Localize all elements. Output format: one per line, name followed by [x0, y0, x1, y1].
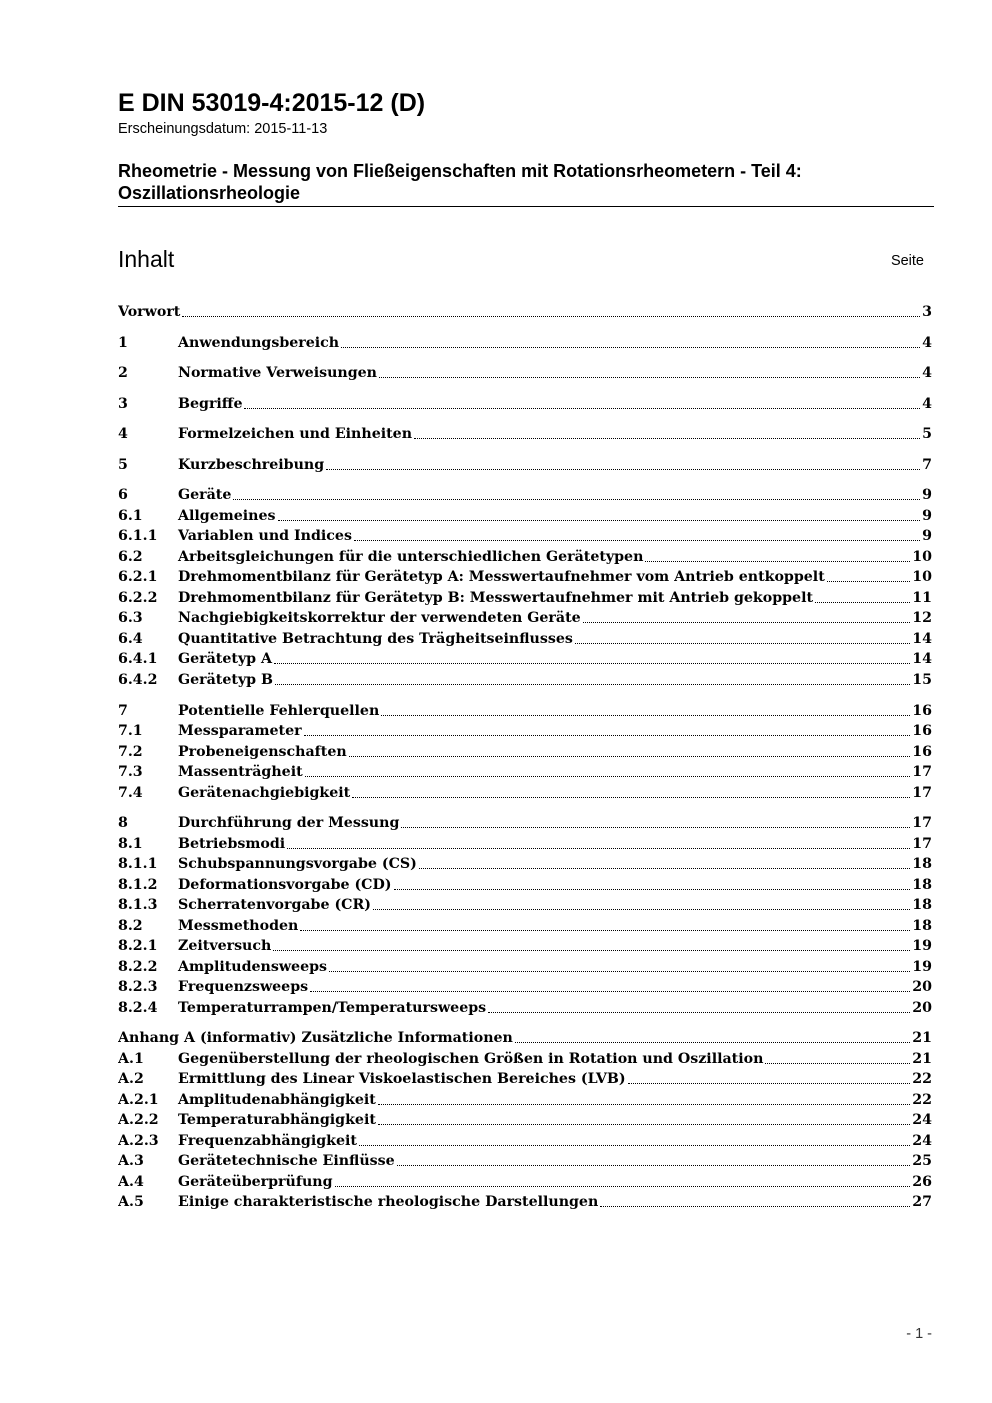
toc-entry-title: Zeitversuch	[178, 938, 272, 954]
toc-entry[interactable]	[118, 547, 932, 567]
toc-entry[interactable]	[118, 485, 932, 505]
toc-entry-number: A.4	[118, 1174, 144, 1190]
toc-entry-body	[178, 547, 932, 567]
toc-leader-dots	[244, 408, 920, 409]
toc-entry-title: Begriffe	[178, 396, 243, 412]
toc-entry-page: 10	[912, 549, 932, 565]
toc-entry[interactable]	[118, 1172, 932, 1192]
toc-leader-dots	[278, 520, 921, 521]
toc-entry-page: 9	[922, 528, 932, 544]
toc-entry-number: 6.4.1	[118, 651, 158, 667]
toc-entry-number: A.5	[118, 1194, 144, 1210]
toc-entry-page: 25	[912, 1153, 932, 1169]
toc-leader-dots	[488, 1012, 910, 1013]
toc-entry[interactable]	[118, 588, 932, 608]
toc-entry-body	[178, 813, 932, 833]
toc-entry-title: Quantitative Betrachtung des Trägheitseinflusses	[178, 631, 573, 647]
toc-leader-dots	[583, 622, 911, 623]
toc-entry-body	[178, 895, 932, 915]
toc-entry-page: 17	[912, 785, 932, 801]
toc-entry-title: Einige charakteristische rheologische Darstellungen	[178, 1194, 599, 1210]
toc-leader-dots	[273, 950, 910, 951]
toc-entry-number: 6.2.1	[118, 569, 158, 585]
toc-entry-body	[178, 834, 932, 854]
toc-entry[interactable]	[118, 998, 932, 1018]
toc-entry-body	[178, 608, 932, 628]
toc-entry[interactable]	[118, 936, 932, 956]
toc-entry-body	[178, 742, 932, 762]
toc-entry-page: 22	[912, 1071, 932, 1087]
toc-entry-body	[178, 567, 932, 587]
toc-entry-number: 8.1.1	[118, 856, 158, 872]
toc-entry-page: 18	[912, 897, 932, 913]
toc-entry-title: Deformationsvorgabe (CD)	[178, 877, 392, 893]
toc-entry-body	[178, 424, 932, 444]
toc-entry[interactable]	[118, 506, 932, 526]
toc-leader-dots	[765, 1063, 910, 1064]
toc-entry-page: 12	[912, 610, 932, 626]
toc-entry[interactable]	[118, 1192, 932, 1212]
toc-entry[interactable]	[118, 363, 932, 383]
toc-entry-body	[178, 875, 932, 895]
toc-leader-dots	[310, 991, 910, 992]
toc-entry[interactable]	[118, 1049, 932, 1069]
toc-entry-body	[178, 455, 932, 475]
toc-entry[interactable]	[118, 834, 932, 854]
toc-entry-body	[178, 977, 932, 997]
toc-entry-body	[178, 762, 932, 782]
toc-entry-number: A.1	[118, 1051, 144, 1067]
toc-entry-number: A.3	[118, 1153, 144, 1169]
toc-entry-body	[178, 1151, 932, 1171]
toc-entry[interactable]	[118, 1110, 932, 1130]
toc-entry-page: 9	[922, 508, 932, 524]
toc-entry-body	[118, 1028, 932, 1048]
toc-leader-dots	[274, 663, 910, 664]
toc-entry-page: 18	[912, 877, 932, 893]
page-number: - 1 -	[906, 1326, 932, 1342]
toc-leader-dots	[827, 581, 911, 582]
toc-entry-body	[178, 1049, 932, 1069]
toc-entry-title: Messparameter	[178, 723, 302, 739]
toc-entry-body	[178, 1131, 932, 1151]
toc-entry-number: 7.1	[118, 723, 143, 739]
toc-entry[interactable]	[118, 424, 932, 444]
toc-entry-title: Temperaturabhängigkeit	[178, 1112, 376, 1128]
toc-entry[interactable]	[118, 721, 932, 741]
toc-entry-title: Schubspannungsvorgabe (CS)	[178, 856, 417, 872]
toc-entry-page: 21	[912, 1030, 932, 1046]
toc-entry[interactable]	[118, 762, 932, 782]
toc-entry-body	[178, 998, 932, 1018]
toc-entry-page: 24	[912, 1133, 932, 1149]
toc-entry-number: 6.3	[118, 610, 143, 626]
toc-entry-title: Massenträgheit	[178, 764, 303, 780]
document-id: E DIN 53019-4:2015-12 (D)	[118, 89, 426, 117]
toc-entry[interactable]	[118, 333, 932, 353]
toc-entry-title: Frequenzabhängigkeit	[178, 1133, 357, 1149]
toc-entry[interactable]	[118, 1069, 932, 1089]
toc-entry-number: 8	[118, 815, 128, 831]
toc-leader-dots	[378, 1124, 910, 1125]
toc-entry[interactable]	[118, 629, 932, 649]
toc-entry-page: 22	[912, 1092, 932, 1108]
toc-entry[interactable]	[118, 701, 932, 721]
toc-entry-title: Drehmomentbilanz für Gerätetyp A: Messwertaufnehmer vom Antrieb entkoppelt	[178, 569, 825, 585]
toc-entry[interactable]	[118, 916, 932, 936]
toc-entry-page: 3	[922, 304, 932, 320]
toc-leader-dots	[401, 827, 910, 828]
toc-entry-body	[178, 649, 932, 669]
toc-entry-title: Ermittlung des Linear Viskoelastischen Bereiches (LVB)	[178, 1071, 626, 1087]
toc-entry-body	[178, 854, 932, 874]
toc-entry-title: Normative Verweisungen	[178, 365, 377, 381]
toc-leader-dots	[575, 643, 910, 644]
toc-entry[interactable]	[118, 1131, 932, 1151]
toc-entry-page: 5	[922, 426, 932, 442]
toc-entry-page: 16	[912, 703, 932, 719]
toc-entry-title: Vorwort	[118, 304, 181, 320]
toc-entry-title: Scherratenvorgabe (CR)	[178, 897, 371, 913]
toc-entry-title: Messmethoden	[178, 918, 299, 934]
toc-entry-title: Kurzbeschreibung	[178, 457, 325, 473]
toc-entry[interactable]	[118, 977, 932, 997]
toc-leader-dots	[182, 316, 920, 317]
toc-leader-dots	[326, 469, 920, 470]
toc-entry-page: 10	[912, 569, 932, 585]
toc-entry-body	[178, 721, 932, 741]
title-line-2: Oszillationsrheologie	[118, 183, 301, 203]
toc-entry-title: Gerätetyp B	[178, 672, 274, 688]
toc-entry-page: 21	[912, 1051, 932, 1067]
toc-leader-dots	[341, 347, 920, 348]
toc-entry-number: 8.1.3	[118, 897, 158, 913]
toc-entry-number: 6.2	[118, 549, 143, 565]
toc-leader-dots	[414, 438, 920, 439]
toc-entry-body	[178, 916, 932, 936]
toc-entry[interactable]	[118, 813, 932, 833]
toc-leader-dots	[397, 1165, 911, 1166]
toc-entry[interactable]	[118, 394, 932, 414]
toc-entry-page: 17	[912, 836, 932, 852]
toc-entry-page: 14	[912, 631, 932, 647]
toc-entry-title: Betriebsmodi	[178, 836, 286, 852]
toc-entry[interactable]	[118, 895, 932, 915]
toc-entry-body	[178, 526, 932, 546]
toc-entry-page: 4	[922, 396, 932, 412]
toc-entry-number: 8.1.2	[118, 877, 158, 893]
toc-entry-number: 5	[118, 457, 128, 473]
toc-heading: Inhalt	[118, 246, 175, 272]
toc-entry-number: 8.2.3	[118, 979, 158, 995]
toc-entry-body	[178, 394, 932, 414]
toc-leader-dots	[600, 1206, 910, 1207]
toc-entry-number: 6	[118, 487, 128, 503]
toc-entry-body	[178, 485, 932, 505]
toc-entry-title: Drehmomentbilanz für Gerätetyp B: Messwertaufnehmer mit Antrieb gekoppelt	[178, 590, 814, 606]
toc-entry[interactable]	[118, 526, 932, 546]
toc-entry-title: Geräte	[178, 487, 232, 503]
toc-entry[interactable]	[118, 608, 932, 628]
toc-leader-dots	[378, 1104, 910, 1105]
toc-entry-title: Anhang A (informativ) Zusätzliche Informationen	[118, 1030, 513, 1046]
toc-entry-title: Frequenzsweeps	[178, 979, 309, 995]
toc-entry-number: 1	[118, 335, 128, 351]
toc-leader-dots	[373, 909, 910, 910]
toc-entry-page: 4	[922, 365, 932, 381]
toc-entry-title: Formelzeichen und Einheiten	[178, 426, 413, 442]
toc-leader-dots	[275, 684, 910, 685]
document-title	[118, 160, 933, 204]
toc-entry-page: 19	[912, 959, 932, 975]
toc-entry-body	[178, 701, 932, 721]
toc-entry-page: 17	[912, 764, 932, 780]
toc-leader-dots	[515, 1042, 910, 1043]
toc-entry-number: 6.1	[118, 508, 143, 524]
toc-entry-page: 18	[912, 918, 932, 934]
toc-entry-page: 16	[912, 744, 932, 760]
toc-entry-page: 4	[922, 335, 932, 351]
toc-entry-number: 8.2.1	[118, 938, 158, 954]
toc-entry-title: Potentielle Fehlerquellen	[178, 703, 380, 719]
toc-entry[interactable]	[118, 1151, 932, 1171]
toc-entry-title: Gerätenachgiebigkeit	[178, 785, 351, 801]
toc-entry-title: Geräteüberprüfung	[178, 1174, 333, 1190]
toc-entry[interactable]	[118, 783, 932, 803]
toc-entry-body	[178, 670, 932, 690]
toc-leader-dots	[352, 797, 910, 798]
toc-entry-number: 7.2	[118, 744, 143, 760]
toc-entry-number: A.2.2	[118, 1112, 159, 1128]
toc-leader-dots	[394, 889, 911, 890]
toc-leader-dots	[645, 561, 910, 562]
toc-entry-title: Gerätetyp A	[178, 651, 273, 667]
toc-entry-body	[178, 957, 932, 977]
toc-entry-number: 8.2.2	[118, 959, 158, 975]
toc-entry-number: 8.2.4	[118, 1000, 158, 1016]
toc-leader-dots	[233, 499, 920, 500]
toc-entry-number: A.2	[118, 1071, 144, 1087]
toc-leader-dots	[379, 377, 920, 378]
toc-entry-number: 3	[118, 396, 128, 412]
toc-entry-page: 11	[912, 590, 932, 606]
toc-entry-body	[118, 302, 932, 322]
toc-entry-number: 6.4.2	[118, 672, 158, 688]
toc-entry-number: 8.1	[118, 836, 143, 852]
toc-entry-title: Allgemeines	[178, 508, 276, 524]
toc-entry-title: Amplitudensweeps	[178, 959, 328, 975]
toc-page-label: Seite	[890, 253, 924, 269]
toc-entry[interactable]	[118, 455, 932, 475]
toc-leader-dots	[304, 735, 911, 736]
toc-entry-body	[178, 936, 932, 956]
toc-entry-number: A.2.1	[118, 1092, 159, 1108]
toc-entry-number: 4	[118, 426, 128, 442]
toc-entry-title: Probeneigenschaften	[178, 744, 347, 760]
toc-entry-title: Gerätetechnische Einflüsse	[178, 1153, 395, 1169]
toc-entry-page: 7	[922, 457, 932, 473]
toc-entry-page: 24	[912, 1112, 932, 1128]
toc-leader-dots	[359, 1145, 910, 1146]
toc-entry-title: Variablen und Indices	[178, 528, 352, 544]
toc-entry-body	[178, 363, 932, 383]
toc-entry[interactable]	[118, 302, 932, 322]
toc-entry-number: 6.2.2	[118, 590, 158, 606]
toc-entry[interactable]	[118, 670, 932, 690]
toc-entry-number: 6.1.1	[118, 528, 158, 544]
toc-entry-title: Nachgiebigkeitskorrektur der verwendeten Geräte	[178, 610, 581, 626]
toc-leader-dots	[815, 602, 910, 603]
toc-entry-body	[178, 1172, 932, 1192]
toc-entry-number: 8.2	[118, 918, 143, 934]
toc-entry-page: 26	[912, 1174, 932, 1190]
toc-entry-title: Amplitudenabhängigkeit	[178, 1092, 376, 1108]
toc-entry-page: 20	[912, 979, 932, 995]
toc-entry-body	[178, 506, 932, 526]
toc-entry-title: Temperaturrampen/Temperatursweeps	[178, 1000, 487, 1016]
toc-leader-dots	[349, 756, 911, 757]
toc-entry-title: Arbeitsgleichungen für die unterschiedlichen Gerätetypen	[178, 549, 644, 565]
toc-entry[interactable]	[118, 649, 932, 669]
toc-entry-body	[178, 588, 932, 608]
toc-entry-page: 27	[912, 1194, 932, 1210]
toc-entry[interactable]	[118, 742, 932, 762]
title-line-1: Rheometrie - Messung von Fließeigenschaften mit Rotationsrheometern - Teil 4:	[118, 161, 802, 181]
title-divider	[118, 206, 934, 207]
toc-entry-number: 7.4	[118, 785, 143, 801]
toc-entry-page: 18	[912, 856, 932, 872]
issue-date: Erscheinungsdatum: 2015-11-13	[118, 121, 328, 137]
toc-entry[interactable]	[118, 567, 932, 587]
toc-leader-dots	[335, 1186, 911, 1187]
toc-leader-dots	[287, 848, 910, 849]
toc-entry[interactable]	[118, 875, 932, 895]
toc-entry-body	[178, 333, 932, 353]
toc-entry-page: 14	[912, 651, 932, 667]
toc-leader-dots	[354, 540, 920, 541]
toc-entry-page: 15	[912, 672, 932, 688]
toc-entry-number: 7	[118, 703, 128, 719]
toc-entry-body	[178, 629, 932, 649]
toc-entry-number: 7.3	[118, 764, 143, 780]
toc-entry-body	[178, 1110, 932, 1130]
toc-entry-title: Anwendungsbereich	[178, 335, 340, 351]
toc-entry-page: 20	[912, 1000, 932, 1016]
toc-entry-body	[178, 1192, 932, 1212]
toc-entry-page: 9	[922, 487, 932, 503]
toc-leader-dots	[381, 715, 910, 716]
toc-entry-body	[178, 783, 932, 803]
toc-leader-dots	[329, 971, 910, 972]
toc-leader-dots	[628, 1083, 911, 1084]
toc-leader-dots	[419, 868, 910, 869]
toc-entry-number: A.2.3	[118, 1133, 159, 1149]
toc-entry-title: Gegenüberstellung der rheologischen Größen in Rotation und Oszillation	[178, 1051, 764, 1067]
toc-entry-body	[178, 1090, 932, 1110]
toc-entry-number: 6.4	[118, 631, 143, 647]
toc-entry-page: 17	[912, 815, 932, 831]
toc-entry-page: 16	[912, 723, 932, 739]
toc-entry[interactable]	[118, 1028, 932, 1048]
toc-entry[interactable]	[118, 854, 932, 874]
toc-entry-page: 19	[912, 938, 932, 954]
toc-entry-title: Durchführung der Messung	[178, 815, 400, 831]
toc-entry[interactable]	[118, 957, 932, 977]
toc-entry-body	[178, 1069, 932, 1089]
toc-entry-number: 2	[118, 365, 128, 381]
toc-entry[interactable]	[118, 1090, 932, 1110]
toc-leader-dots	[300, 930, 910, 931]
toc-leader-dots	[305, 776, 911, 777]
